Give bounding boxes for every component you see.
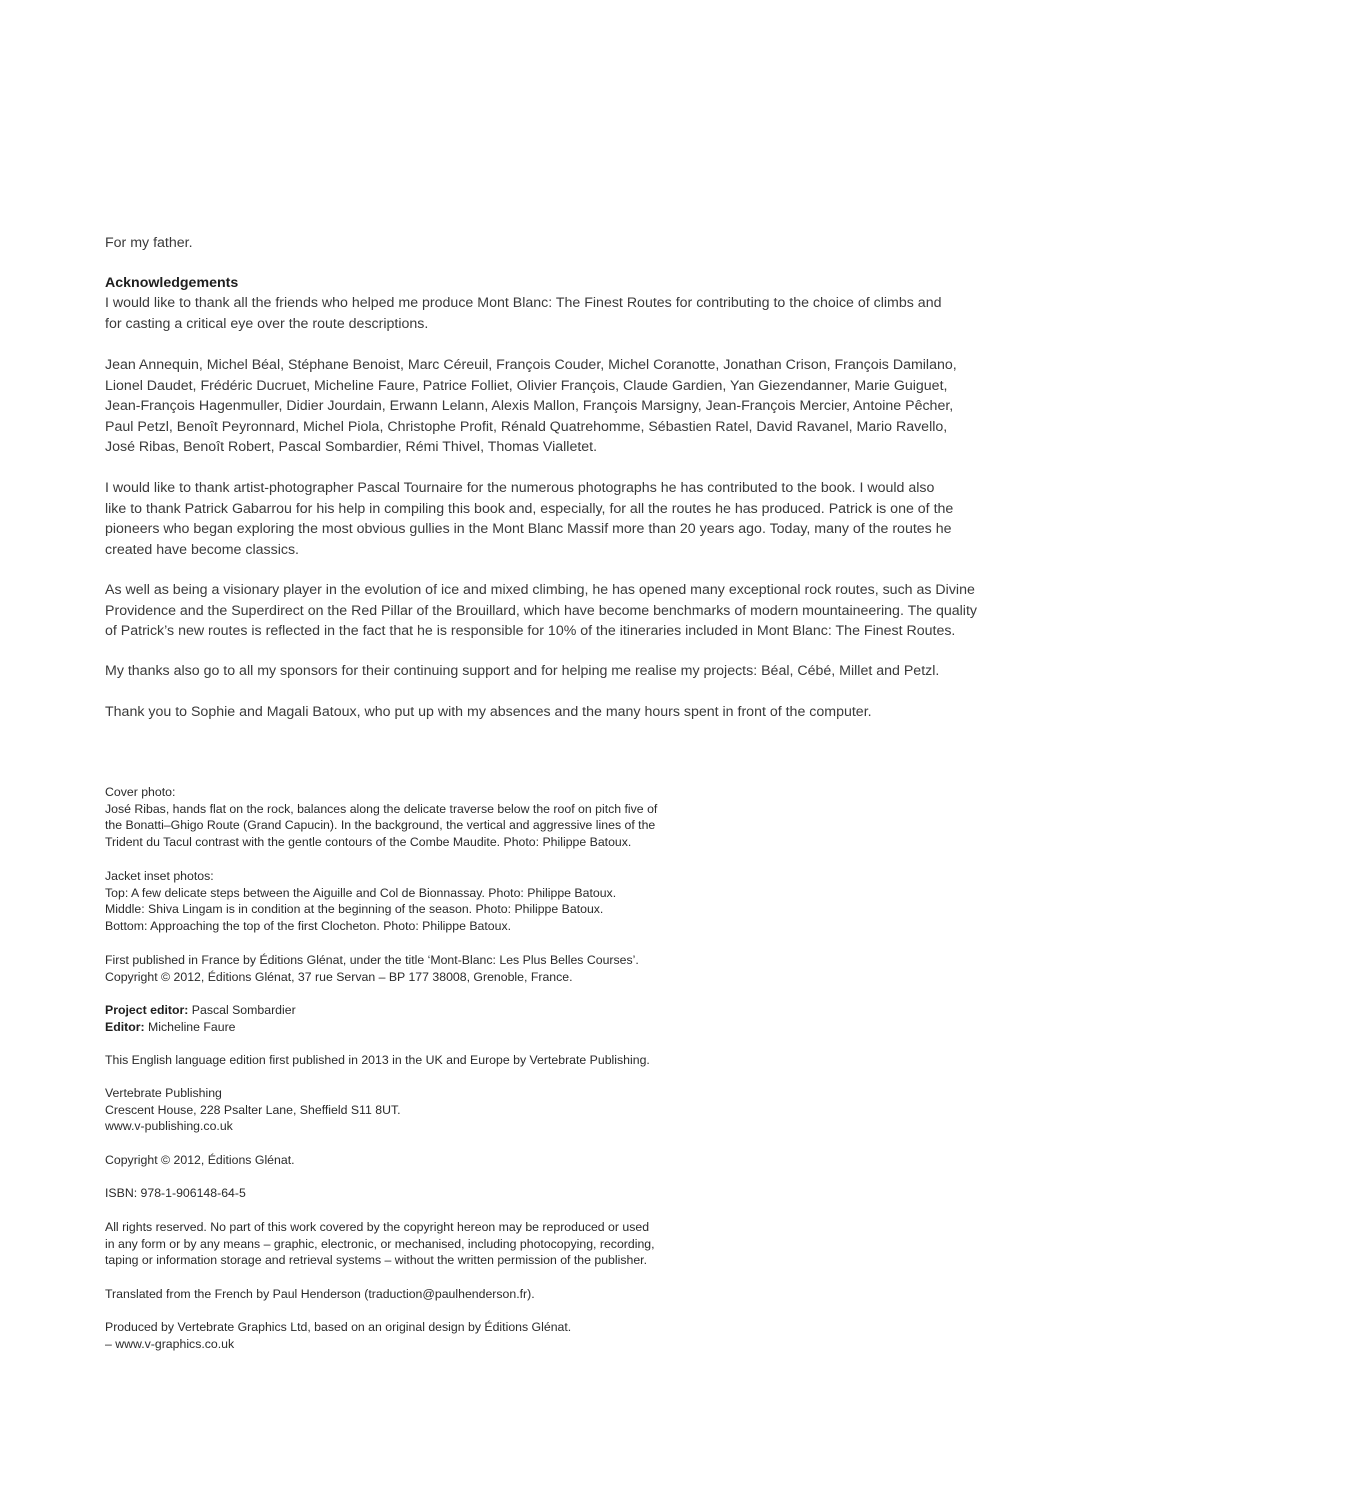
text-line: – www.v-graphics.co.uk [105,1336,235,1351]
text-line: Paul Petzl, Benoît Peyronnard, Michel Piola, Christophe Profit, Rénald Quatrehomme, Sébastien Ratel, David Ravanel, Mario Ravello, [105,418,948,435]
text-line: José Ribas, hands flat on the rock, balances along the delicate traverse below the roof on pitch five of [105,801,658,816]
text-line: All rights reserved. No part of this work covered by the copyright hereon may be reproduced or used [105,1220,650,1234]
text-line: the Bonatti–Ghigo Route (Grand Capucin). In the background, the vertical and aggressive lines of the [105,818,656,833]
editor-value: Micheline Faure [144,1019,236,1034]
first-published-note [105,952,639,985]
acknowledgements-paragraph-4 [105,580,977,642]
text-line: Jean Annequin, Michel Béal, Stéphane Benoist, Marc Céreuil, François Couder, Michel Coranotte, Jonathan Crison, François Damilano, [105,357,957,373]
text-line: I would like to thank all the friends who helped me produce Mont Blanc: The Finest Routes for contributing to the choice of climbs and [105,295,942,311]
text-line: Providence and the Superdirect on the Red Pillar of the Brouillard, which have become benchmarks of modern mountaineering. The quality [105,602,977,619]
text-line: Cover photo: [105,785,176,799]
dedication: For my father. [105,235,193,251]
rights-notice [105,1219,655,1269]
acknowledgements-heading: Acknowledgements [105,275,239,291]
publisher-address [105,1085,401,1135]
text-line: Copyright © 2012, Éditions Glénat, 37 rue Servan – BP 177 38008, Grenoble, France. [105,969,573,984]
text-line: José Ribas, Benoît Robert, Pascal Sombardier, Rémi Thivel, Thomas Vialletet. [105,439,598,455]
text-line: First published in France by Éditions Glénat, under the title ‘Mont-Blanc: Les Plus Belles Courses’. [105,953,639,967]
text-line: Lionel Daudet, Frédéric Ducruet, Micheline Faure, Patrice Folliet, Olivier François, Claude Gardien, Yan Giezendanner, Marie Guiguet, [105,377,948,394]
text-line: in any form or by any means – graphic, electronic, or mechanised, including photocopying, recording, [105,1236,655,1251]
jacket-photo-credits [105,868,616,935]
text-line: Jacket inset photos: [105,869,214,883]
project-editor-line [105,1002,296,1019]
acknowledgements-paragraph-5: My thanks also go to all my sponsors for their continuing support and for helping me realise my projects: Béal, Cébé, Millet and Petzl. [105,663,940,679]
text-line: Vertebrate Publishing [105,1086,222,1100]
acknowledgements-paragraph-6: Thank you to Sophie and Magali Batoux, who put up with my absences and the many hours spent in front of the computer. [105,704,872,720]
editor-credits [105,1002,296,1035]
text-line: As well as being a visionary player in the evolution of ice and mixed climbing, he has opened many exceptional rock routes, such as Divine [105,582,975,598]
project-editor-value: Pascal Sombardier [188,1003,296,1017]
text-line: like to thank Patrick Gabarrou for his help in compiling this book and, especially, for all the routes he has produced. Patrick is one of the [105,500,954,517]
acknowledgements-paragraph-1 [105,293,941,334]
editor-label: Editor: [105,1019,145,1034]
text-line: Bottom: Approaching the top of the first Clocheton. Photo: Philippe Batoux. [105,919,512,934]
text-line: Jean-François Hagenmuller, Didier Jourdain, Erwann Lelann, Alexis Mallon, François Marsigny, Jean-François Mercier, Antoine Pêcher, [105,398,954,414]
text-line: taping or information storage and retrieval systems – without the written permission of the publisher. [105,1253,648,1268]
isbn: ISBN: 978-1-906148-64-5 [105,1186,246,1200]
editor-line [105,1019,296,1036]
text-line: for casting a critical eye over the route descriptions. [105,315,429,332]
english-edition-note: This English language edition first published in 2013 in the UK and Europe by Vertebrate Publishing. [105,1053,650,1067]
text-line: Trident du Tacul contrast with the gentle contours of the Combe Maudite. Photo: Philippe Batoux. [105,835,632,850]
text-line: created have become classics. [105,541,299,558]
publisher-website: www.v-publishing.co.uk [105,1119,233,1134]
acknowledgements-names [105,355,957,458]
translation-note: Translated from the French by Paul Henderson (traduction@paulhenderson.fr). [105,1287,535,1301]
text-line: of Patrick’s new routes is reflected in the fact that he is responsible for 10% of the itineraries included in Mont Blanc: The Finest Routes. [105,623,956,639]
text-line: Middle: Shiva Lingam is in condition at the beginning of the season. Photo: Philippe Batoux. [105,902,604,917]
project-editor-label: Project editor: [105,1003,189,1017]
production-note [105,1319,571,1352]
text-line: Crescent House, 228 Psalter Lane, Sheffield S11 8UT. [105,1102,401,1117]
cover-photo-credit [105,784,657,851]
text-line: Top: A few delicate steps between the Aiguille and Col de Bionnassay. Photo: Philippe Batoux. [105,885,617,900]
acknowledgements-paragraph-3 [105,478,953,560]
text-line: Produced by Vertebrate Graphics Ltd, based on an original design by Éditions Glénat. [105,1320,572,1334]
text-line: I would like to thank artist-photographer Pascal Tournaire for the numerous photographs he has contributed to the book. I would also [105,480,935,496]
copyright-note: Copyright © 2012, Éditions Glénat. [105,1153,295,1167]
text-line: pioneers who began exploring the most obvious gullies in the Mont Blanc Massif more than 20 years ago. Today, many of the routes he [105,521,952,537]
